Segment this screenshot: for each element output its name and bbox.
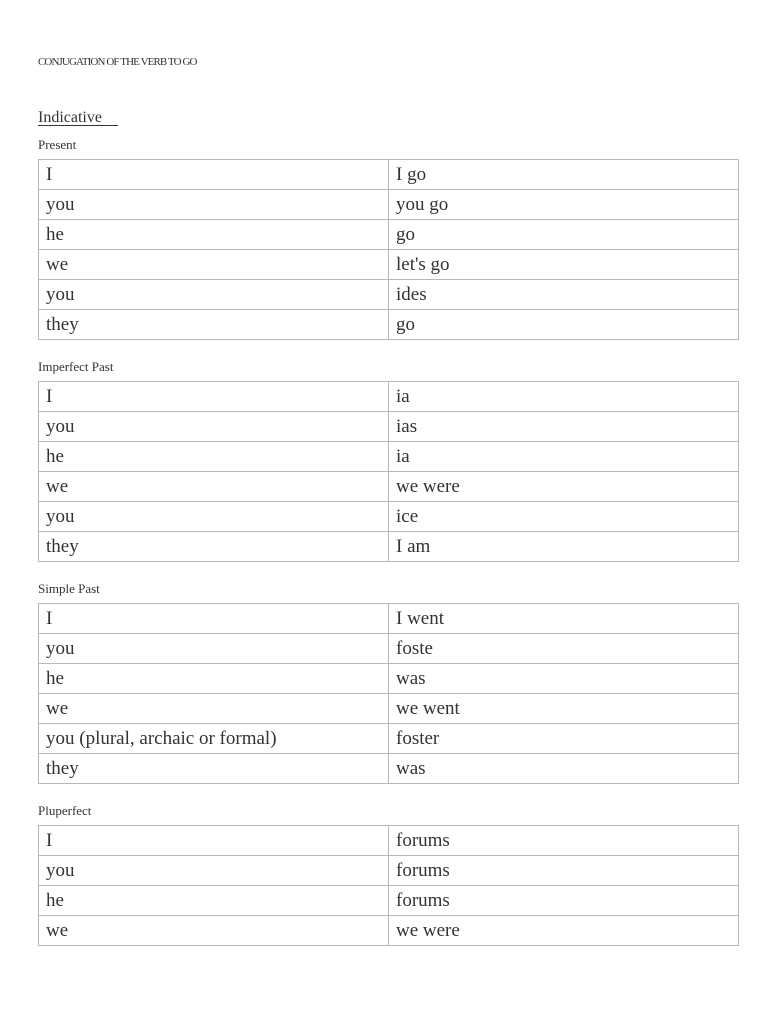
table-row [39, 472, 739, 502]
pronoun-cell: he [39, 664, 389, 694]
pronoun-cell: you [39, 190, 389, 220]
pronoun-cell: you [39, 856, 389, 886]
table-row [39, 160, 739, 190]
verb-form-cell: was [389, 664, 739, 694]
verb-form-cell: we were [389, 916, 739, 946]
table-row [39, 280, 739, 310]
pronoun-cell: you [39, 634, 389, 664]
verb-form-cell: foste [389, 634, 739, 664]
tense-label-pluperfect: Pluperfect [38, 803, 92, 818]
verb-form-cell: let's go [389, 250, 739, 280]
table-row [39, 220, 739, 250]
mood-heading-text: Indicative [38, 109, 102, 126]
table-row [39, 412, 739, 442]
tense-label-present: Present [38, 137, 77, 152]
conjugation-table-pluperfect [38, 825, 739, 946]
pronoun-cell: you [39, 412, 389, 442]
tense-label-simple-past: Simple Past [38, 581, 100, 596]
verb-form-cell: I am [389, 532, 739, 562]
pronoun-cell: we [39, 916, 389, 946]
table-row [39, 754, 739, 784]
pronoun-cell: he [39, 886, 389, 916]
verb-form-cell: go [389, 220, 739, 250]
verb-form-cell: ias [389, 412, 739, 442]
table-row [39, 442, 739, 472]
pronoun-cell: I [39, 382, 389, 412]
pronoun-cell: he [39, 220, 389, 250]
conjugation-table-imperfect-past [38, 381, 739, 562]
table-row [39, 532, 739, 562]
document-title: CONJUGATION OF THE VERB TO GO [38, 56, 197, 68]
pronoun-cell: you [39, 280, 389, 310]
pronoun-cell: we [39, 250, 389, 280]
verb-form-cell: we were [389, 472, 739, 502]
table-row [39, 664, 739, 694]
pronoun-cell: you (plural, archaic or formal) [39, 724, 389, 754]
verb-form-cell: ice [389, 502, 739, 532]
verb-form-cell: ia [389, 382, 739, 412]
verb-form-cell: we went [389, 694, 739, 724]
table-row [39, 886, 739, 916]
pronoun-cell: I [39, 160, 389, 190]
verb-form-cell: forums [389, 886, 739, 916]
pronoun-cell: I [39, 604, 389, 634]
verb-form-cell: forums [389, 826, 739, 856]
table-row [39, 634, 739, 664]
conjugation-table-present [38, 159, 739, 340]
heading-underline-tail [102, 125, 118, 126]
table-row [39, 694, 739, 724]
verb-form-cell: I go [389, 160, 739, 190]
table-row [39, 604, 739, 634]
table-row [39, 310, 739, 340]
verb-form-cell: forums [389, 856, 739, 886]
pronoun-cell: they [39, 532, 389, 562]
pronoun-cell: we [39, 472, 389, 502]
table-row [39, 856, 739, 886]
verb-form-cell: go [389, 310, 739, 340]
table-row [39, 382, 739, 412]
pronoun-cell: you [39, 502, 389, 532]
verb-form-cell: you go [389, 190, 739, 220]
pronoun-cell: he [39, 442, 389, 472]
verb-form-cell: ides [389, 280, 739, 310]
mood-heading [38, 109, 118, 127]
verb-form-cell: was [389, 754, 739, 784]
pronoun-cell: they [39, 310, 389, 340]
verb-form-cell: I went [389, 604, 739, 634]
table-row [39, 190, 739, 220]
verb-form-cell: foster [389, 724, 739, 754]
verb-form-cell: ia [389, 442, 739, 472]
pronoun-cell: we [39, 694, 389, 724]
table-row [39, 502, 739, 532]
table-row [39, 250, 739, 280]
table-row [39, 724, 739, 754]
tense-label-imperfect-past: Imperfect Past [38, 359, 114, 374]
table-row [39, 826, 739, 856]
pronoun-cell: they [39, 754, 389, 784]
table-row [39, 916, 739, 946]
pronoun-cell: I [39, 826, 389, 856]
conjugation-table-simple-past [38, 603, 739, 784]
